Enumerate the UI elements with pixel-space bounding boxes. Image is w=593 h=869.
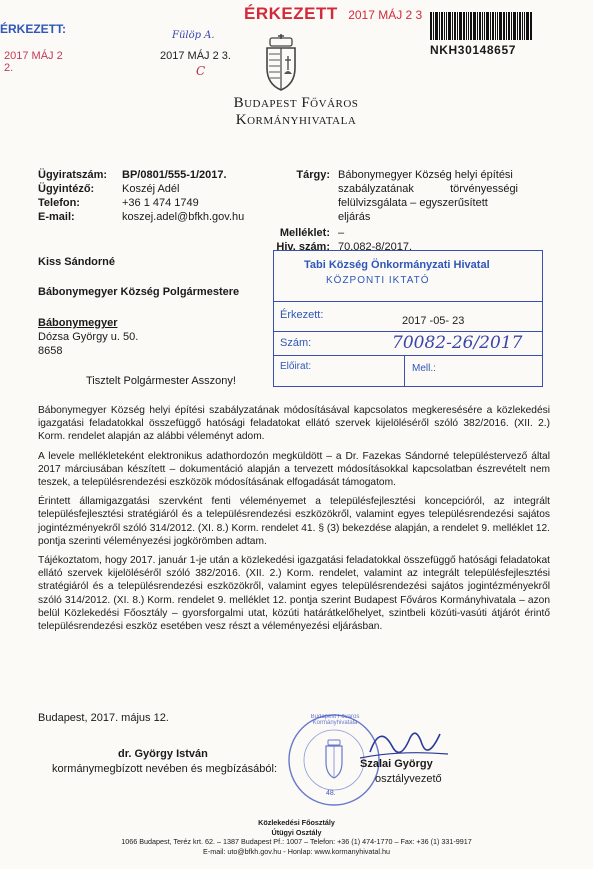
addressee-street: Dózsa György u. 50.: [38, 331, 139, 343]
phone: +36 1 474 1749: [122, 197, 199, 209]
center-date-stamp: 2017 MÁJ 2 3.: [160, 50, 231, 62]
incoming-registry-stamp: [273, 250, 543, 387]
footer-address: 1066 Budapest, Teréz krt. 62. – 1387 Budapest Pf.: 1007 – Telefon: +36 (1) 474-1770 – Fax: +36 (1) 331-9917: [121, 837, 472, 846]
registry-attachment-label: Mell.:: [412, 363, 436, 374]
addressee-zip: 8658: [38, 345, 63, 357]
administrator: Koszéj Adél: [122, 183, 180, 195]
subject-line2: szabályzatának törvényességi: [338, 183, 518, 195]
handwritten-note: Fülöp A.: [172, 30, 215, 41]
signature-role: osztályvezető: [375, 773, 442, 785]
registry-number-label: Szám:: [280, 337, 312, 349]
attachment-label: Melléklet:: [279, 227, 330, 239]
phone-label: Telefon:: [38, 197, 80, 209]
email-label: E-mail:: [38, 211, 75, 223]
reference-number: 70.082-8/2017.: [338, 241, 413, 253]
paragraph-3: Érintett államigazgatási szervként fenti véleményemet a településfejlesztési koncepcióról, az integrált településfejlesztési stratégiáról és a településrendezési eszközökről, valamint egyes településrendezési sajátos jogintézményekről szóló 314/2012. (XI. 8.) Korm. rendelet 41. § (3) bekezdése alapján, a rendelet 9. melléklet 12. pontja szerinti véleményezési jogkörömben adtam.: [38, 496, 550, 547]
meta-left: [38, 168, 244, 224]
salutation: Tisztelt Polgármester Asszony!: [86, 375, 236, 387]
office-title-line1: Budapest Főváros: [233, 95, 359, 111]
registry-stamp-title1: Tabi Község Önkormányzati Hivatal: [304, 259, 490, 271]
reference-label: Hiv. szám:: [276, 241, 330, 253]
received-stamp-top: [244, 4, 422, 24]
received-stamp-top-date: 2017 MÁJ 2 3: [348, 8, 423, 22]
coat-of-arms-logo: [261, 34, 301, 92]
barcode-bars: [430, 12, 546, 40]
case-number: BP/0801/555-1/2017.: [122, 169, 227, 181]
registry-number-value: 70082-26/2017: [392, 333, 523, 353]
footer-department: Közlekedési Főosztály: [258, 818, 335, 827]
barcode: [430, 12, 546, 57]
case-number-label: Ügyiratszám:: [38, 169, 108, 181]
administrator-label: Ügyintéző:: [38, 183, 95, 195]
received-stamp-left-date: 2017 MÁJ 2 2.: [4, 50, 63, 74]
footer-unit: Útügyi Osztály: [271, 827, 322, 837]
barcode-number: NKH30148657: [430, 43, 516, 57]
office-title: [190, 95, 402, 129]
email: koszej.adel@bfkh.gov.hu: [122, 211, 245, 223]
paragraph-4: Tájékoztatom, hogy 2017. január 1-je után a közlekedési igazgatási feladatokkal összefüggő hatósági feladatokat ellátó szervek kijelöléséről szóló 382/2016. (XII. 2.) Korm. rendelet, valamint az integrált településfejlesztési stratégiáról és a településrendezési eszközökről, valamint egyes településrendezési sajátos jogintézményekről szóló 314/2012. (XI. 8.) Korm. rendelet 9. melléklet 12. pontja szerint Budapest Főváros Kormányhivatala – azon belül Közlekedési Főosztály – gyorsforgalmi utat, közúti határátkelőhelyet, szintbeli közúti-vasúti átjárót érintő településrendezési eszköz esetében vesz részt a véleményezési eljárásban.: [38, 555, 550, 633]
addressee-city: Bábonymegyer: [38, 317, 118, 329]
subject-line1: Bábonymegyer Község helyi építési: [338, 169, 513, 181]
meta-right: [268, 168, 518, 254]
signer-role: kormánymegbízott nevében és megbízásából:: [52, 763, 278, 775]
subject-line3: felülvizsgálata – egyszerűsített eljárás: [338, 197, 488, 223]
handwritten-mark: C: [196, 64, 206, 78]
received-stamp-left-label: ÉRKEZETT:: [0, 22, 66, 36]
subject-label: Tárgy:: [296, 169, 330, 181]
received-stamp-left: [0, 22, 68, 74]
seal-text: Budapest Főváros Kormányhivatala: [310, 714, 360, 726]
paragraph-2: A levele mellékleteként elektronikus adathordozón megküldött – a Dr. Fazekas Sándorné településtervező által 2017 márciusában készített – dokumentáció alapján a tervezett módosításokkal kapcsolatban észrevételt nem teszek, a településrendezési eszközök módosításának elfogadását támogatom.: [38, 450, 550, 489]
seal-number: 48.: [326, 790, 336, 797]
letter-body: [38, 404, 550, 633]
registry-stamp-title2: KÖZPONTI IKTATÓ: [326, 275, 430, 286]
footer-contact: E-mail: uto@bfkh.gov.hu - Honlap: www.kormanyhivatal.hu: [203, 846, 390, 856]
registry-received-value: 2017 -05- 23: [402, 315, 465, 327]
footer: [0, 818, 593, 856]
signature-name: Szalai György: [360, 758, 433, 770]
addressee-name: Kiss Sándorné: [38, 256, 116, 268]
paragraph-1: Bábonymegyer Község helyi építési szabályzatának módosításával kapcsolatos megkeresésére a közlekedési igazgatási feladatokkal összefüggő hatósági feladatokat ellátó szervek kijelöléséről szóló 382/2016. (XII. 2.) Korm. rendelet alapján az alábbi véleményt adom.: [38, 405, 550, 443]
office-title-line2: Kormányhivatala: [235, 112, 357, 128]
registry-preceding-label: Előirat:: [280, 361, 312, 372]
signer-name: dr. György István: [118, 748, 208, 760]
addressee-title: Bábonymegyer Község Polgármestere: [38, 286, 240, 298]
received-stamp-top-label: ÉRKEZETT: [244, 4, 338, 23]
registry-received-label: Érkezett:: [280, 309, 324, 321]
letter-date: Budapest, 2017. május 12.: [38, 712, 169, 724]
attachment: –: [338, 227, 345, 239]
